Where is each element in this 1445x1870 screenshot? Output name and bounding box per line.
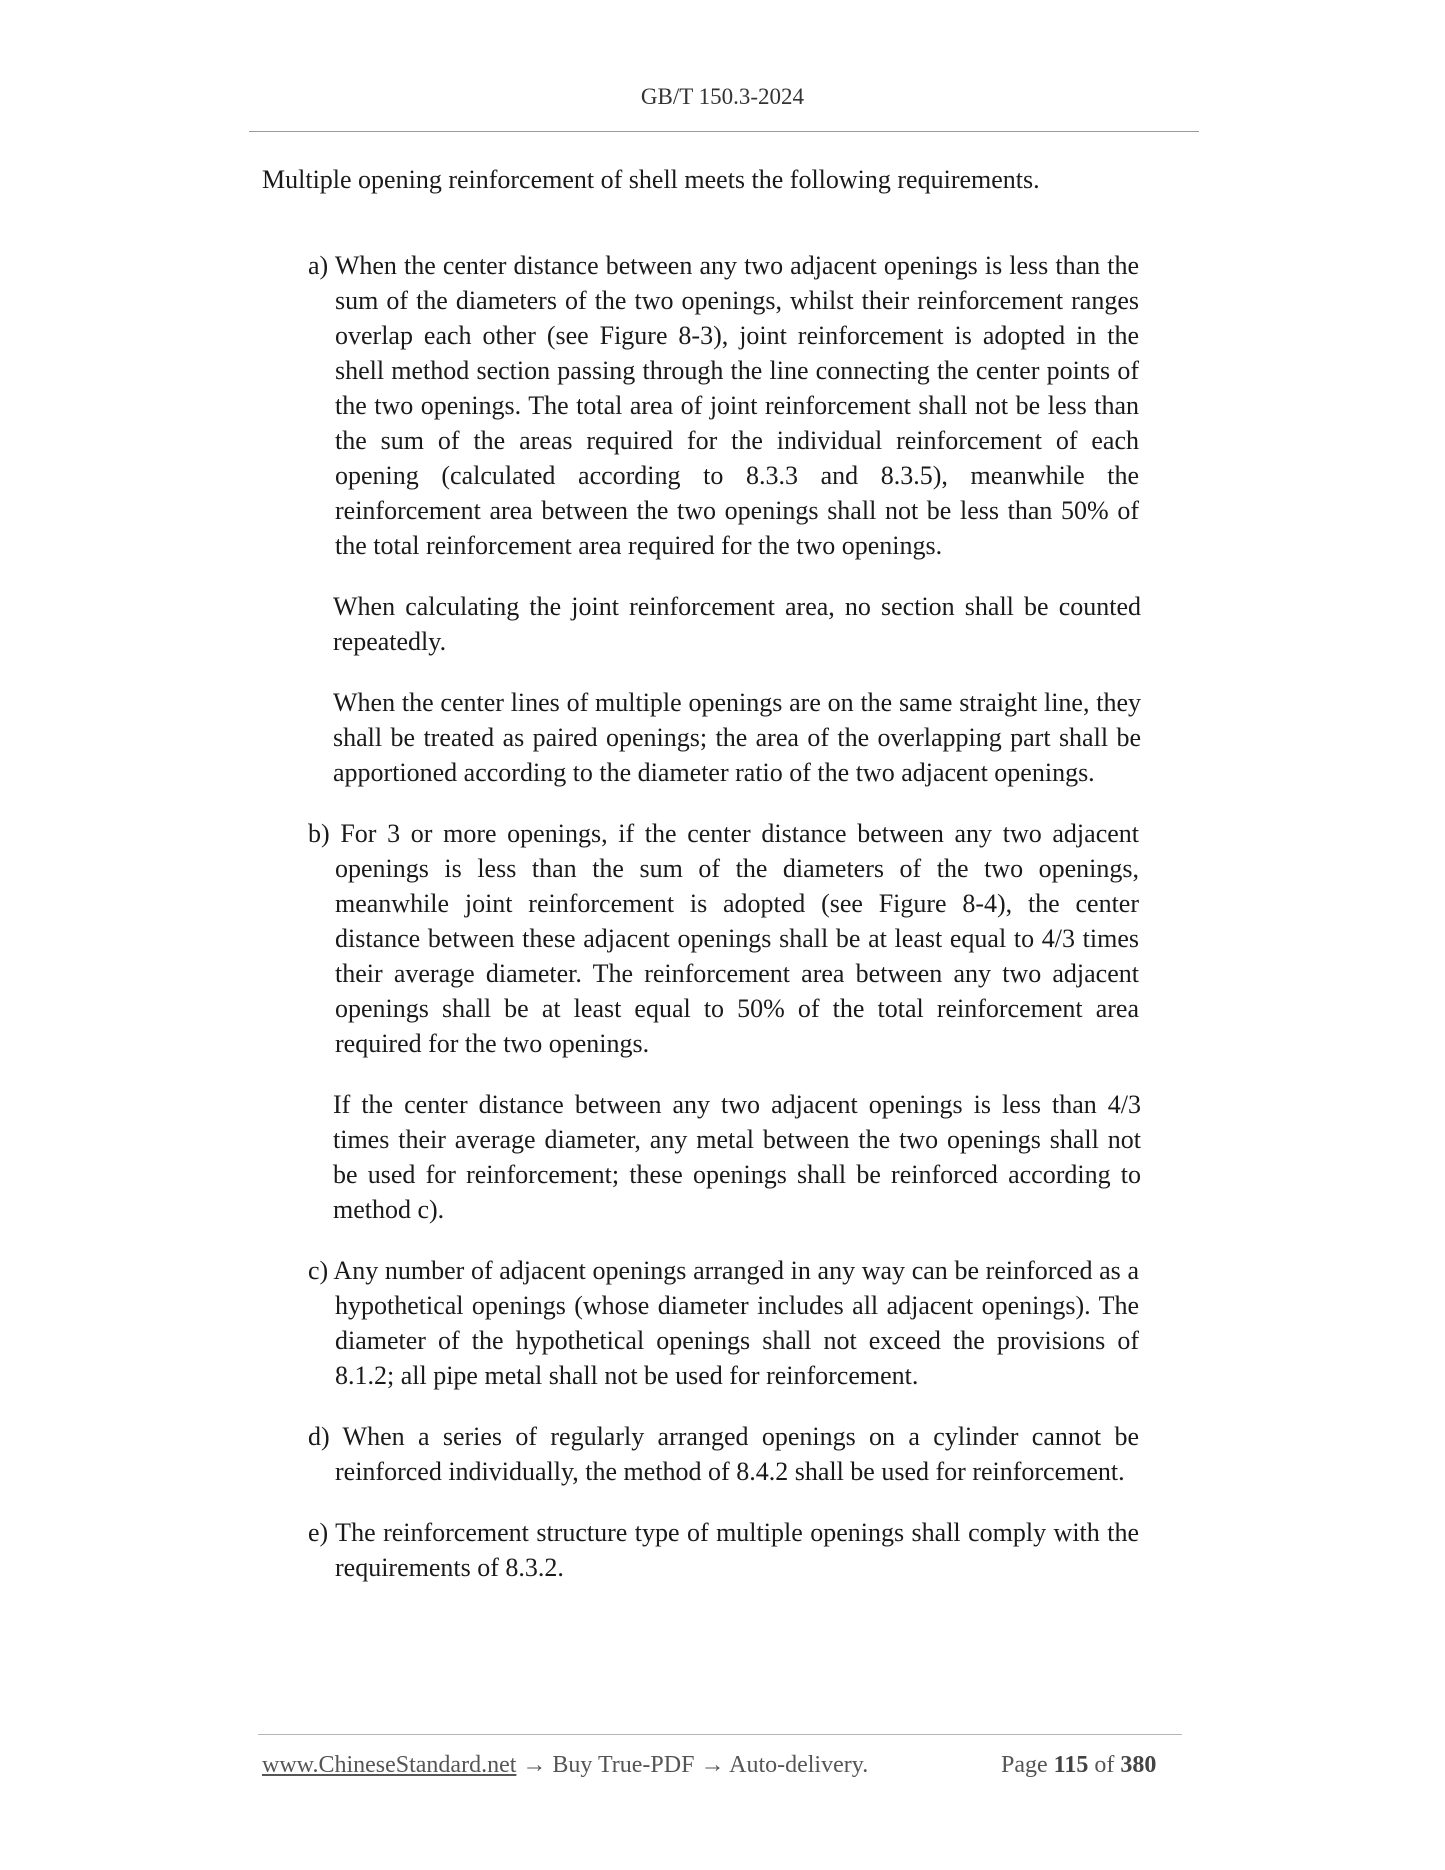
list-item-e: e) The reinforcement structure type of multiple openings shall comply with the requirements of 8.3.2. <box>308 1518 1139 1582</box>
list-item-a-note-1: When calculating the joint reinforcement area, no section shall be counted repeatedly. <box>333 592 1141 656</box>
list-item-c: c) Any number of adjacent openings arranged in any way can be reinforced as a hypothetical openings (whose diameter includes all adjacent openings). The diameter of the hypothetical openings shall not exceed the provisions of 8.1.2; all pipe metal shall not be used for reinforcement. <box>308 1256 1139 1390</box>
footer-promo-text: → Buy True-PDF → Auto-delivery. <box>516 1752 869 1778</box>
page-number: 115 <box>1053 1752 1089 1778</box>
requirements-list <box>262 222 1192 1610</box>
intro-paragraph: Multiple opening reinforcement of shell meets the following requirements. <box>262 165 1040 194</box>
page-label: Page <box>1001 1752 1048 1778</box>
header-divider <box>249 131 1199 132</box>
of-label: of <box>1094 1752 1115 1778</box>
page-header: GB/T 150.3-2024 <box>640 84 805 109</box>
list-item-a: a) When the center distance between any two adjacent openings is less than the sum of the diameters of the two openings, whilst their reinforcement ranges overlap each other (see Figure 8-3), joint reinforcement is adopted in the shell method section passing through the line connecting the center points of the two openings. The total area of joint reinforcement shall not be less than the sum of the areas required for the individual reinforcement of each opening (calculated according to 8.3.3 and 8.3.5), meanwhile the reinforcement area between the two openings shall not be less than 50% of the total reinforcement area required for the two openings. <box>308 251 1139 560</box>
footer-links <box>262 1752 868 1779</box>
list-item-b: b) For 3 or more openings, if the center distance between any two adjacent openings is less than the sum of the diameters of the two openings, meanwhile joint reinforcement is adopted (see Figure 8-4), the center distance between these adjacent openings shall be at least equal to 4/3 times their average diameter. The reinforcement area between any two adjacent openings shall be at least equal to 50% of the total reinforcement area required for the two openings. <box>308 819 1139 1058</box>
list-item-b-note-1: If the center distance between any two adjacent openings is less than 4/3 times their average diameter, any metal between the two openings shall not be used for reinforcement; these openings shall be reinforced according to method c). <box>333 1090 1141 1224</box>
footer-divider <box>258 1734 1182 1735</box>
list-item-a-note-2: When the center lines of multiple openings are on the same straight line, they shall be treated as paired openings; the area of the overlapping part shall be apportioned according to the diameter ratio of the two adjacent openings. <box>333 688 1141 787</box>
total-pages: 380 <box>1120 1752 1157 1778</box>
list-item-d: d) When a series of regularly arranged openings on a cylinder cannot be reinforced individually, the method of 8.4.2 shall be used for reinforcement. <box>308 1422 1139 1486</box>
site-link[interactable]: www.ChineseStandard.net <box>262 1752 517 1778</box>
page-counter <box>1001 1752 1156 1779</box>
